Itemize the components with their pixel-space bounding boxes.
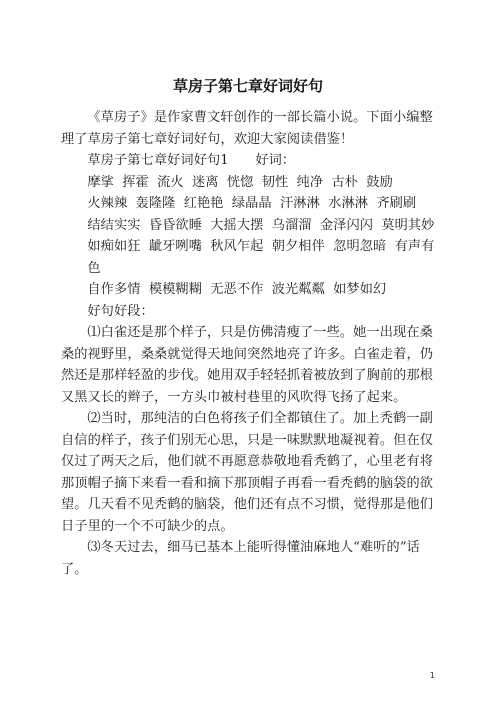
page-number: 1 bbox=[429, 671, 435, 680]
vocab-line: 火辣辣 轰隆隆 红艳艳 绿晶晶 汗淋淋 水淋淋 齐刷刷 bbox=[87, 196, 417, 211]
page-title: 草房子第七章好词好句 bbox=[172, 77, 323, 95]
vocab-line: 自作多情 模模糊糊 无恶不作 波光粼粼 如梦如幻 bbox=[87, 282, 387, 297]
words-heading: 草房子第七章好词好句1 好词： bbox=[87, 153, 296, 168]
vocab-line: 摩挲 挥霍 流火 迷离 恍惚 韧性 纯净 古朴 鼓励 bbox=[87, 174, 393, 190]
sentences-heading: 好句好段： bbox=[87, 303, 154, 319]
vocab-line: 结结实实 昏昏欲睡 大摇大摆 乌溜溜 金泽闪闪 莫明其妙 bbox=[87, 217, 435, 233]
intro-paragraph: 《草房子》是作家曹文轩创作的一部长篇小说。下面小编整理了草房子第七章好词好句，欢迎大家阅读借鉴！ bbox=[61, 110, 433, 147]
document-body bbox=[61, 107, 437, 580]
sentence-paragraph: ⑶冬天过去，细马已基本上能听得懂油麻地人“难听的”话了。 bbox=[61, 540, 420, 577]
sentence-paragraph: ⑵当时，那纯洁的白色将孩子们全都镇住了。加上秃鹤一副自信的样子，孩子们别无心思，只是一味默默地凝视着。但在仅仅过了两天之后，他们就不再愿意恭敬地看秃鹤了，心里老有将那顶帽子摘下来看一看和摘下那顶帽子再看一看秃鹤的脑袋的欲望。几天看不见秃鹤的脑袋，他们还有点不习惯，觉得那是他们日子里的一个不可缺少的点。 bbox=[61, 411, 434, 534]
sentence-paragraph: ⑴白雀还是那个样子，只是仿佛清瘦了一些。她一出现在桑桑的视野里，桑桑就觉得天地间突然地亮了许多。白雀走着，仍然还是那样轻盈的步伐。她用双手轻轻抓着被放到了胸前的那根又黑又长的辫子，一方头巾被村巷里的风吹得飞扬了起来。 bbox=[61, 325, 434, 405]
vocab-line: 如痴如狂 龇牙咧嘴 秋风乍起 朝夕相伴 忽明忽暗 有声有色 bbox=[87, 239, 435, 276]
